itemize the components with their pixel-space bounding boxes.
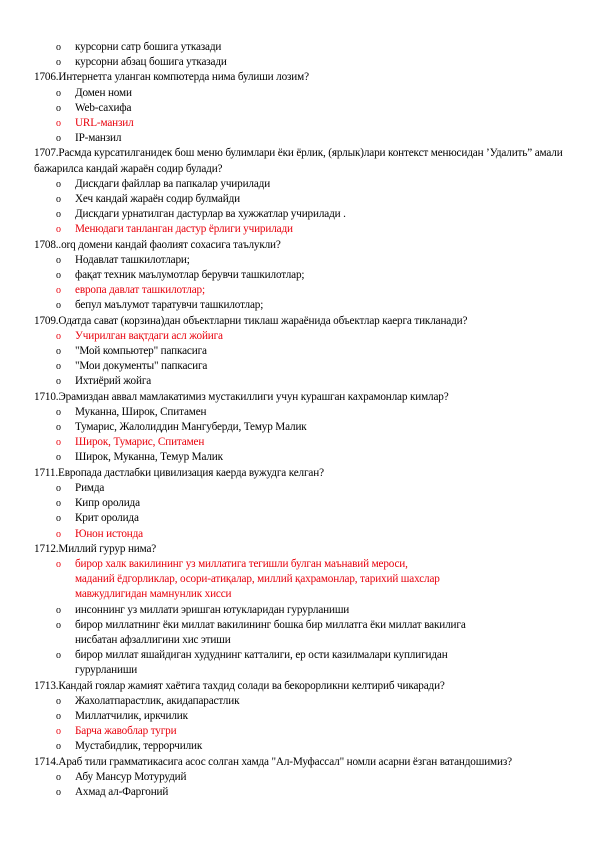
- option-line: бирор миллат яшайдиган худуднинг катталиги, ер ости казилмалари куплигидан: [75, 649, 448, 662]
- answer-option: o Ахмад ал-Фаргоний: [34, 785, 564, 800]
- answer-option: o Абу Мансур Мотурудий: [34, 770, 564, 785]
- answer-option-correct: o URL-манзил: [34, 116, 564, 131]
- bullet-icon: o: [56, 330, 61, 342]
- option-line: инсоннинг уз миллати эришган ютукларидан гурурланиши: [75, 603, 350, 616]
- answer-option: o Кипр оролида: [34, 496, 564, 511]
- answer-option-correct: o Барча жавоблар тугри: [34, 724, 564, 739]
- option-line: бирор халк вакилининг уз миллатига тегишли булган маънавий мероси,: [75, 557, 408, 570]
- bullet-icon: o: [56, 42, 61, 53]
- bullet-icon: o: [56, 437, 61, 449]
- answer-option: o Домен номи: [34, 86, 564, 101]
- answer-option: o Ихтиёрий жойга: [34, 374, 564, 389]
- option-list: [34, 557, 564, 679]
- answer-option: o IP-манзил: [34, 131, 564, 146]
- question-1707: 1707.Расмда курсатилганидек бош меню булимлари ёки ёрлик, (ярлык)лари контекст менюсидан ’Удалить” амали бажарилса кандай жараён содир булади?: [34, 147, 563, 175]
- answer-option: o Хеч кандай жараён содир булмайди: [34, 192, 564, 207]
- option-line: мавжудлигидан мамнунлик хисси: [75, 588, 232, 601]
- option-list: [34, 253, 564, 314]
- bullet-icon: o: [56, 300, 61, 312]
- bullet-icon: o: [56, 528, 61, 540]
- answer-option: o Дискдаги урнатилган дастурлар ва хужжатлар учирилади .: [34, 207, 564, 222]
- answer-option-correct: o Широк, Тумарис, Спитамен: [34, 435, 564, 450]
- answer-option: o Дискдаги файллар ва папкалар учирилади: [34, 177, 564, 192]
- bullet-icon: o: [56, 346, 61, 358]
- question-1714: 1714.Араб тили грамматикасига асос солган хамда "Ал-Муфассал" номли асарни ёзган ватандошимиз?: [34, 755, 512, 768]
- answer-option-correct: o Юнон истонда: [34, 527, 564, 542]
- option-list: [34, 86, 564, 147]
- answer-option: o Тумарис, Жалолиддин Мангуберди, Темур Малик: [34, 420, 564, 435]
- answer-option: [34, 648, 564, 678]
- bullet-icon: o: [56, 726, 61, 738]
- answer-option: o Муканна, Широк, Спитамен: [34, 405, 564, 420]
- option-list: [34, 40, 564, 70]
- bullet-icon: o: [56, 741, 61, 753]
- answer-option: o Широк, Муканна, Темур Малик: [34, 450, 564, 465]
- option-list: [34, 329, 564, 390]
- answer-option-correct: o европа давлат ташкилотлар;: [34, 283, 564, 298]
- answer-option: [34, 603, 564, 618]
- bullet-icon: o: [56, 118, 61, 130]
- answer-option: o "Мой компьютер" папкасига: [34, 344, 564, 359]
- bullet-icon: o: [56, 254, 61, 266]
- option-list: [34, 405, 564, 466]
- bullet-icon: o: [56, 619, 61, 631]
- answer-option: o фақат техник маълумотлар берувчи ташкилотлар;: [34, 268, 564, 283]
- option-line: гурурланиши: [75, 664, 138, 677]
- answer-option: o Жахолатпарастлик, акидапарастлик: [34, 694, 564, 709]
- bullet-icon: o: [56, 361, 61, 373]
- answer-option: o Web-сахифа: [34, 101, 564, 116]
- bullet-icon: o: [56, 786, 61, 798]
- bullet-icon: o: [56, 422, 61, 434]
- bullet-icon: o: [56, 209, 61, 221]
- bullet-icon: o: [56, 498, 61, 510]
- bullet-icon: o: [56, 285, 61, 297]
- question-1708: 1708..orq домени кандай фаолият сохасига таълукли?: [34, 238, 281, 251]
- answer-option: o курсорни сатр бошига утказади: [34, 40, 564, 55]
- bullet-icon: o: [56, 406, 61, 418]
- bullet-icon: o: [56, 771, 61, 783]
- question-1712: 1712.Миллий гурур нима?: [34, 542, 157, 555]
- option-list: [34, 177, 564, 238]
- answer-option: [34, 618, 564, 648]
- option-line: бирор миллатнинг ёки миллат вакилининг бошка бир миллатга ёки миллат вакилига: [75, 618, 466, 631]
- question-1706: 1706.Интернетга уланган компютерда нима булиши лозим?: [34, 71, 309, 84]
- bullet-icon: o: [56, 452, 61, 464]
- bullet-icon: o: [56, 695, 61, 707]
- bullet-icon: o: [56, 482, 61, 494]
- answer-option: o Крит оролида: [34, 511, 564, 526]
- answer-option: o Мустабидлик, террорчилик: [34, 739, 564, 754]
- answer-option: o Миллатчилик, иркчилик: [34, 709, 564, 724]
- answer-option-correct: o Менюдаги танланган дастур ёрлиги учирилади: [34, 222, 564, 237]
- bullet-icon: o: [56, 650, 61, 662]
- answer-option: o курсорни абзац бошига утказади: [34, 55, 564, 70]
- option-line: маданий ёдгорликлар, осори-атиқалар, миллий қахрамонлар, тарихий шахслар: [75, 573, 440, 586]
- bullet-icon: o: [56, 558, 61, 570]
- bullet-icon: o: [56, 604, 61, 616]
- bullet-icon: o: [56, 194, 61, 206]
- answer-option: o "Мои документы" папкасига: [34, 359, 564, 374]
- answer-option: o бепул маълумот таратувчи ташкилотлар;: [34, 298, 564, 313]
- test-question-list: [34, 40, 564, 800]
- question-1710: 1710.Эрамиздан аввал мамлакатимиз мустакиллиги учун курашган кахрамонлар кимлар?: [34, 390, 449, 403]
- question-1713: 1713.Кандай гоялар жамият хаётига тахдид солади ва бекорорликни келтириб чикаради?: [34, 679, 445, 692]
- question-1711: 1711.Европада дастлабки цивилизация каерда вужудга келган?: [34, 466, 324, 479]
- bullet-icon: o: [56, 224, 61, 236]
- answer-option-correct: [34, 557, 564, 603]
- bullet-icon: o: [56, 102, 61, 114]
- answer-option-correct: o Учирилган вақтдаги асл жойига: [34, 329, 564, 344]
- answer-option: o Римда: [34, 481, 564, 496]
- answer-option: o Нодавлат ташкилотлари;: [34, 253, 564, 268]
- option-list: [34, 694, 564, 755]
- bullet-icon: o: [56, 376, 61, 388]
- bullet-icon: o: [56, 710, 61, 722]
- bullet-icon: o: [56, 270, 61, 282]
- question-1709: 1709.Одатда сават (корзина)дан объектларни тиклаш жараёнида объектлар каерга тикланади?: [34, 314, 468, 327]
- option-line: нисбатан афзаллигини хис этиши: [75, 633, 231, 646]
- bullet-icon: o: [56, 178, 61, 190]
- bullet-icon: o: [56, 133, 61, 145]
- option-list: [34, 481, 564, 542]
- option-list: [34, 770, 564, 800]
- bullet-icon: o: [56, 87, 61, 99]
- bullet-icon: o: [56, 57, 61, 69]
- bullet-icon: o: [56, 513, 61, 525]
